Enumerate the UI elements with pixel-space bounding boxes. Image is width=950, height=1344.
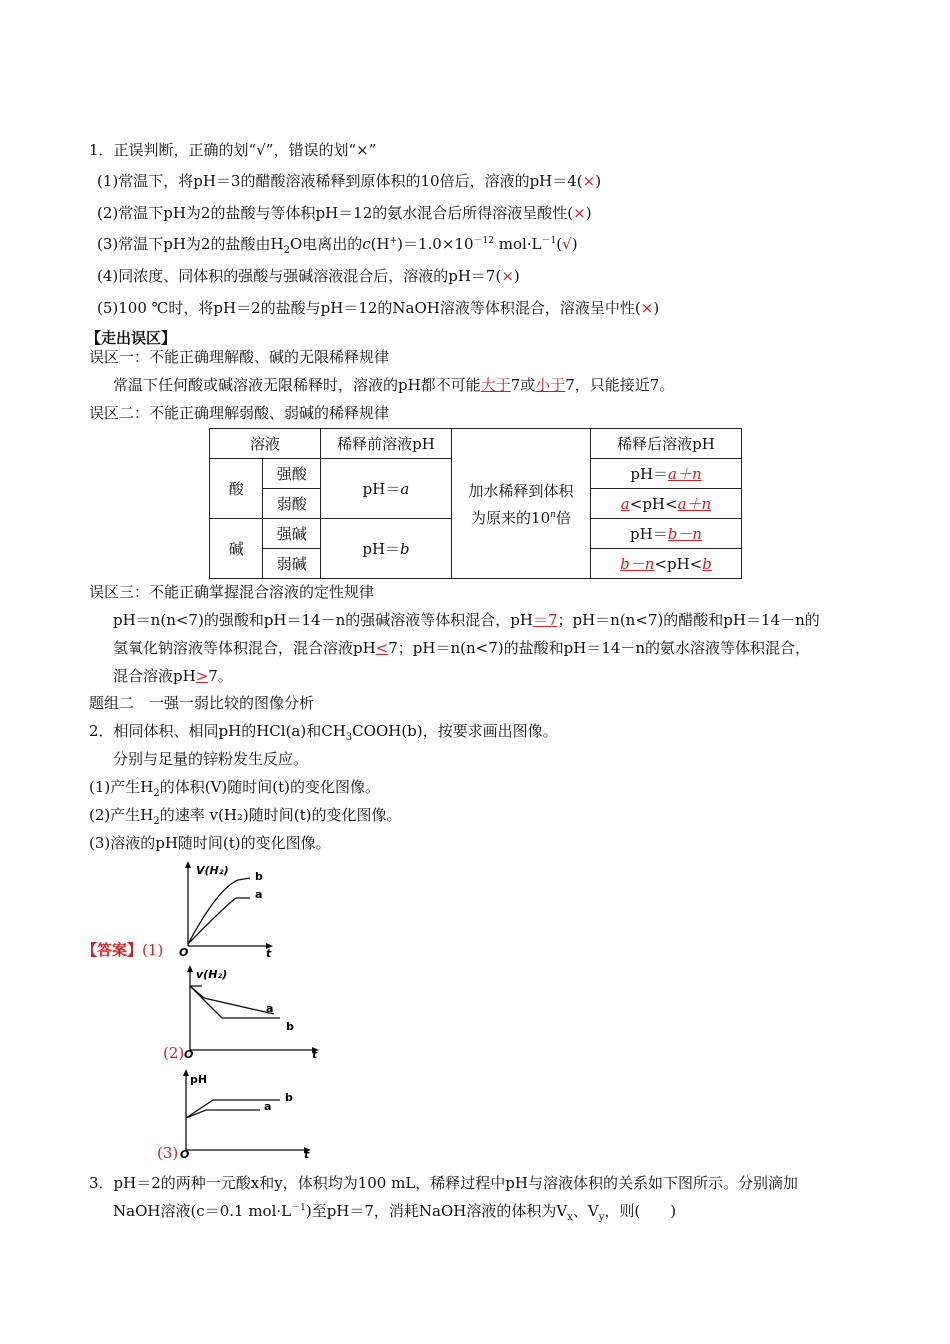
weak-acid-after: a<pH<a＋n bbox=[591, 489, 742, 519]
q1-item-3: (3)常温下pH为2的盐酸由$H_2O$电离出的$c(H^+)=1.0\times 10^{-12}$ $mol\cdot L^{-1}(√)$ bbox=[97, 235, 578, 256]
q1-item-1: (1)常温下，将pH＝3的醋酸溶液稀释到原体积的10倍后，溶液的pH＝4(×) bbox=[97, 172, 602, 190]
graph-rate bbox=[182, 964, 322, 1060]
q1-item-5: (5)100 ℃时，将pH＝2的盐酸与pH＝12的NaOH溶液等体积混合，溶液呈中性(×) bbox=[97, 299, 660, 317]
q2-part-1: (1)产生$H_2$的体积(V)随时间(t)的变化图像。 bbox=[89, 778, 380, 799]
label-b: b bbox=[285, 1091, 293, 1104]
q2-part-3: (3)溶液的pH随时间(t)的变化图像。 bbox=[89, 834, 331, 852]
strong-acid-after: pH＝a＋n bbox=[591, 459, 742, 489]
label-b: b bbox=[255, 870, 263, 883]
curve-a bbox=[190, 986, 274, 1014]
t-label: t bbox=[266, 947, 272, 958]
q3-line-2: NaOH溶液(c＝0.1 $mol\cdot L^{-1}$)至pH＝7，消耗NaOH溶液的体积为$V_x$、$V_y$，则( ) bbox=[113, 1202, 677, 1223]
q2-part-2: (2)产生$H_2$的速率 v(H₂)随时间(t)的变化图像。 bbox=[89, 806, 402, 827]
strong-acid-label: 强酸 bbox=[263, 459, 321, 489]
origin-label: O bbox=[179, 946, 189, 958]
q1-title: 1．正误判断，正确的划“√”，错误的划“×” bbox=[89, 141, 377, 159]
weak-acid-label: 弱酸 bbox=[263, 489, 321, 519]
group2-title: 题组二 一强一弱比较的图像分析 bbox=[89, 694, 315, 712]
answer-label: 【答案】(1) bbox=[82, 941, 164, 959]
misconception-2-title: 误区二：不能正确理解弱酸、弱碱的稀释规律 bbox=[89, 404, 390, 422]
origin-label: O bbox=[180, 1148, 190, 1158]
strong-base-label: 强碱 bbox=[263, 519, 321, 549]
misconception-1-title: 误区一：不能正确理解酸、碱的无限稀释规律 bbox=[89, 348, 390, 366]
q3-line-1: 3．pH＝2的两种一元酸x和y，体积均为100 mL，稀释过程中pH与溶液体积的关系如下图所示。分别滴加 bbox=[89, 1174, 798, 1192]
q2-stem-2: 分别与足量的锌粉发生反应。 bbox=[113, 750, 309, 768]
misconception-3-line-2: 氢氧化钠溶液等体积混合，混合溶液pH<7；pH＝n(n<7)的盐酸和pH＝14－n的氨水溶液等体积混合， bbox=[113, 639, 811, 657]
misconception-1-body: 常温下任何酸或碱溶液无限稀释时，溶液的pH都不可能大于7或小于7，只能接近7。 bbox=[113, 376, 675, 394]
answer-3-label: (3) bbox=[157, 1144, 179, 1162]
acid-label: 酸 bbox=[210, 459, 263, 519]
answer-2-label: (2) bbox=[163, 1044, 185, 1062]
section-header: 【走出误区】 bbox=[86, 329, 177, 347]
t-label: t bbox=[304, 1148, 310, 1158]
misconception-3-title: 误区三：不能正确掌握混合溶液的定性规律 bbox=[89, 583, 375, 601]
weak-base-after: b－n<pH<b bbox=[591, 549, 742, 579]
label-a: a bbox=[255, 888, 263, 901]
y-label: v(H₂) bbox=[196, 968, 228, 981]
label-a: a bbox=[264, 1100, 272, 1113]
header-before: 稀释前溶液pH bbox=[321, 429, 452, 459]
y-label: V(H₂) bbox=[196, 864, 229, 877]
header-after: 稀释后溶液pH bbox=[591, 429, 742, 459]
y-label: pH bbox=[190, 1073, 208, 1086]
base-label: 碱 bbox=[210, 519, 263, 579]
strong-base-after: pH＝b－n bbox=[591, 519, 742, 549]
dilution-method: 加水稀释到体积 为原来的10$^n$倍 bbox=[452, 429, 591, 579]
graph-volume bbox=[178, 858, 278, 958]
origin-label: O bbox=[184, 1048, 194, 1060]
weak-base-label: 弱碱 bbox=[263, 549, 321, 579]
t-label: t bbox=[312, 1048, 318, 1060]
q2-stem: 2．相同体积、相同pH的HCl(a)和$CH_3COOH(b)$，按要求画出图像。 bbox=[89, 722, 558, 743]
base-before-ph: pH＝b bbox=[321, 519, 452, 579]
q1-item-4: (4)同浓度、同体积的强酸与强碱溶液混合后，溶液的pH＝7(×) bbox=[97, 267, 520, 285]
q1-item-2: (2)常温下pH为2的盐酸与等体积pH＝12的氨水混合后所得溶液呈酸性(×) bbox=[97, 204, 592, 222]
dilution-table bbox=[209, 428, 742, 579]
label-a: a bbox=[266, 1002, 274, 1015]
misconception-3-line-3: 混合溶液pH>7。 bbox=[113, 667, 233, 685]
curve-a bbox=[188, 898, 250, 944]
label-b: b bbox=[286, 1020, 294, 1033]
acid-before-ph: pH＝a bbox=[321, 459, 452, 519]
header-solution: 溶液 bbox=[210, 429, 321, 459]
graph-ph bbox=[178, 1066, 314, 1158]
misconception-3-line-1: pH＝n(n<7)的强酸和pH＝14－n的强碱溶液等体积混合，pH＝7；pH＝n(n<7)的醋酸和pH＝14－n的 bbox=[113, 611, 820, 629]
